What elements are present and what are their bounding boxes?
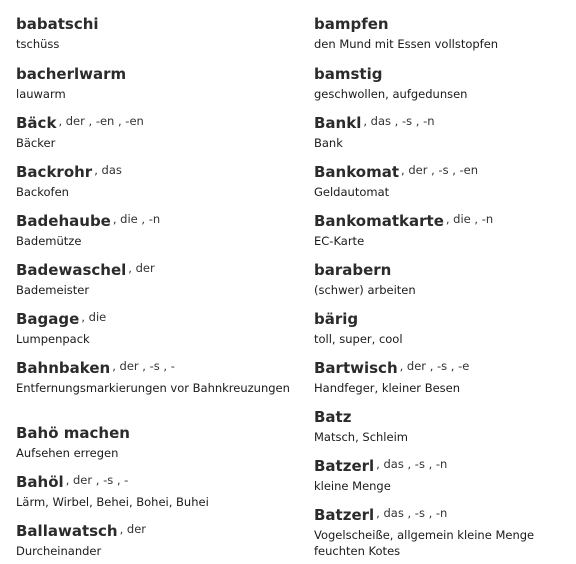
- entry: [16, 472, 209, 510]
- entry-head: [16, 472, 209, 493]
- headword: Bagage: [16, 310, 80, 328]
- headword: Bartwisch: [314, 359, 398, 377]
- headword: Bankomatkarte: [314, 212, 444, 230]
- entry-head: [314, 309, 403, 330]
- grammar-info: , der , -s , -e: [399, 359, 470, 373]
- entry: [16, 64, 128, 102]
- headword: Badehaube: [16, 212, 111, 230]
- definition: Geldautomat: [314, 185, 390, 199]
- definition: tschüss: [16, 37, 60, 51]
- entry-head: [314, 505, 570, 526]
- entry-head: [314, 162, 478, 183]
- definition: Bademeister: [16, 283, 90, 297]
- grammar-info: , der: [128, 261, 155, 275]
- headword: Bahö machen: [16, 424, 130, 442]
- entry: [16, 14, 101, 52]
- entry-head: [16, 260, 155, 281]
- entry-head: [314, 456, 447, 477]
- entry: [314, 260, 416, 298]
- headword: Batzerl: [314, 457, 375, 475]
- entry: [314, 14, 498, 52]
- grammar-info: , die , -n: [112, 212, 161, 226]
- entry-head: [16, 358, 290, 379]
- headword: Ballawatsch: [16, 522, 118, 540]
- headword: babatschi: [16, 15, 99, 33]
- grammar-info: , der , -s , -en: [401, 163, 479, 177]
- headword: Backrohr: [16, 163, 93, 181]
- definition: lauwarm: [16, 87, 66, 101]
- grammar-info: , das , -s , -n: [376, 506, 448, 520]
- entry-head: [314, 211, 493, 232]
- grammar-info: , die , -n: [445, 212, 494, 226]
- grammar-info: , die: [81, 310, 107, 324]
- headword: Batz: [314, 408, 352, 426]
- entry: [314, 456, 447, 494]
- headword: Bahnbaken: [16, 359, 111, 377]
- definition: Bäcker: [16, 136, 56, 150]
- entry: [16, 113, 144, 151]
- headword: bacherlwarm: [16, 65, 127, 83]
- entry-head: [314, 64, 467, 85]
- entry-head: [16, 113, 144, 134]
- entry: [314, 211, 493, 249]
- definition: Backofen: [16, 185, 69, 199]
- entry-head: [16, 521, 146, 542]
- definition: Vogelscheiße, allgemein kleine Menge feuchten Kotes: [314, 528, 535, 558]
- entry: [314, 113, 435, 151]
- definition: Durcheinander: [16, 544, 102, 558]
- entry: [16, 423, 132, 461]
- grammar-info: , der: [119, 522, 147, 536]
- entry-head: [16, 211, 160, 232]
- entry-head: [16, 64, 128, 85]
- grammar-info: , das: [94, 163, 122, 177]
- entry: [16, 162, 122, 200]
- definition: Bademütze: [16, 234, 82, 248]
- definition: kleine Menge: [314, 479, 391, 493]
- headword: bärig: [314, 310, 359, 328]
- headword: Bankomat: [314, 163, 400, 181]
- definition: Entfernungsmarkierungen vor Bahnkreuzungen: [16, 381, 290, 395]
- grammar-info: , das , -s , -n: [376, 457, 448, 471]
- entry-head: [314, 113, 435, 134]
- entry: [314, 162, 478, 200]
- grammar-info: , der , -s , -: [65, 473, 129, 487]
- entry-head: [314, 358, 469, 379]
- entry: [314, 309, 403, 347]
- definition: Lumpenpack: [16, 332, 90, 346]
- headword: barabern: [314, 261, 392, 279]
- definition: (schwer) arbeiten: [314, 283, 416, 297]
- entry: [16, 211, 160, 249]
- headword: Bankl: [314, 114, 362, 132]
- definition: Aufsehen erregen: [16, 446, 119, 460]
- definition: Matsch, Schleim: [314, 430, 408, 444]
- entry-head: [16, 162, 122, 183]
- entry-head: [16, 423, 132, 444]
- grammar-info: , das , -s , -n: [363, 114, 435, 128]
- definition: geschwollen, aufgedunsen: [314, 87, 468, 101]
- grammar-info: , der , -s , -: [112, 359, 175, 373]
- headword: Badewaschel: [16, 261, 127, 279]
- definition: Lärm, Wirbel, Behei, Bohei, Buhei: [16, 495, 209, 509]
- headword: bamstig: [314, 65, 383, 83]
- definition: Bank: [314, 136, 343, 150]
- entry-head: [314, 14, 498, 35]
- definition: Handfeger, kleiner Besen: [314, 381, 461, 395]
- entry: [16, 521, 146, 559]
- entry-head: [16, 14, 101, 35]
- entry-head: [16, 309, 106, 330]
- headword: Batzerl: [314, 506, 375, 524]
- entry: [16, 358, 290, 396]
- entry: [314, 358, 469, 396]
- entry-head: [314, 260, 416, 281]
- entry: [314, 64, 467, 102]
- definition: EC-Karte: [314, 234, 365, 248]
- entry: [314, 407, 408, 445]
- definition: toll, super, cool: [314, 332, 403, 346]
- headword: Bäck: [16, 114, 57, 132]
- entry: [314, 505, 570, 559]
- definition: den Mund mit Essen vollstopfen: [314, 37, 499, 51]
- entry-head: [314, 407, 408, 428]
- grammar-info: , der , -en , -en: [58, 114, 144, 128]
- entry: [16, 260, 155, 298]
- entry: [16, 309, 106, 347]
- headword: Bahöl: [16, 473, 64, 491]
- headword: bampfen: [314, 15, 389, 33]
